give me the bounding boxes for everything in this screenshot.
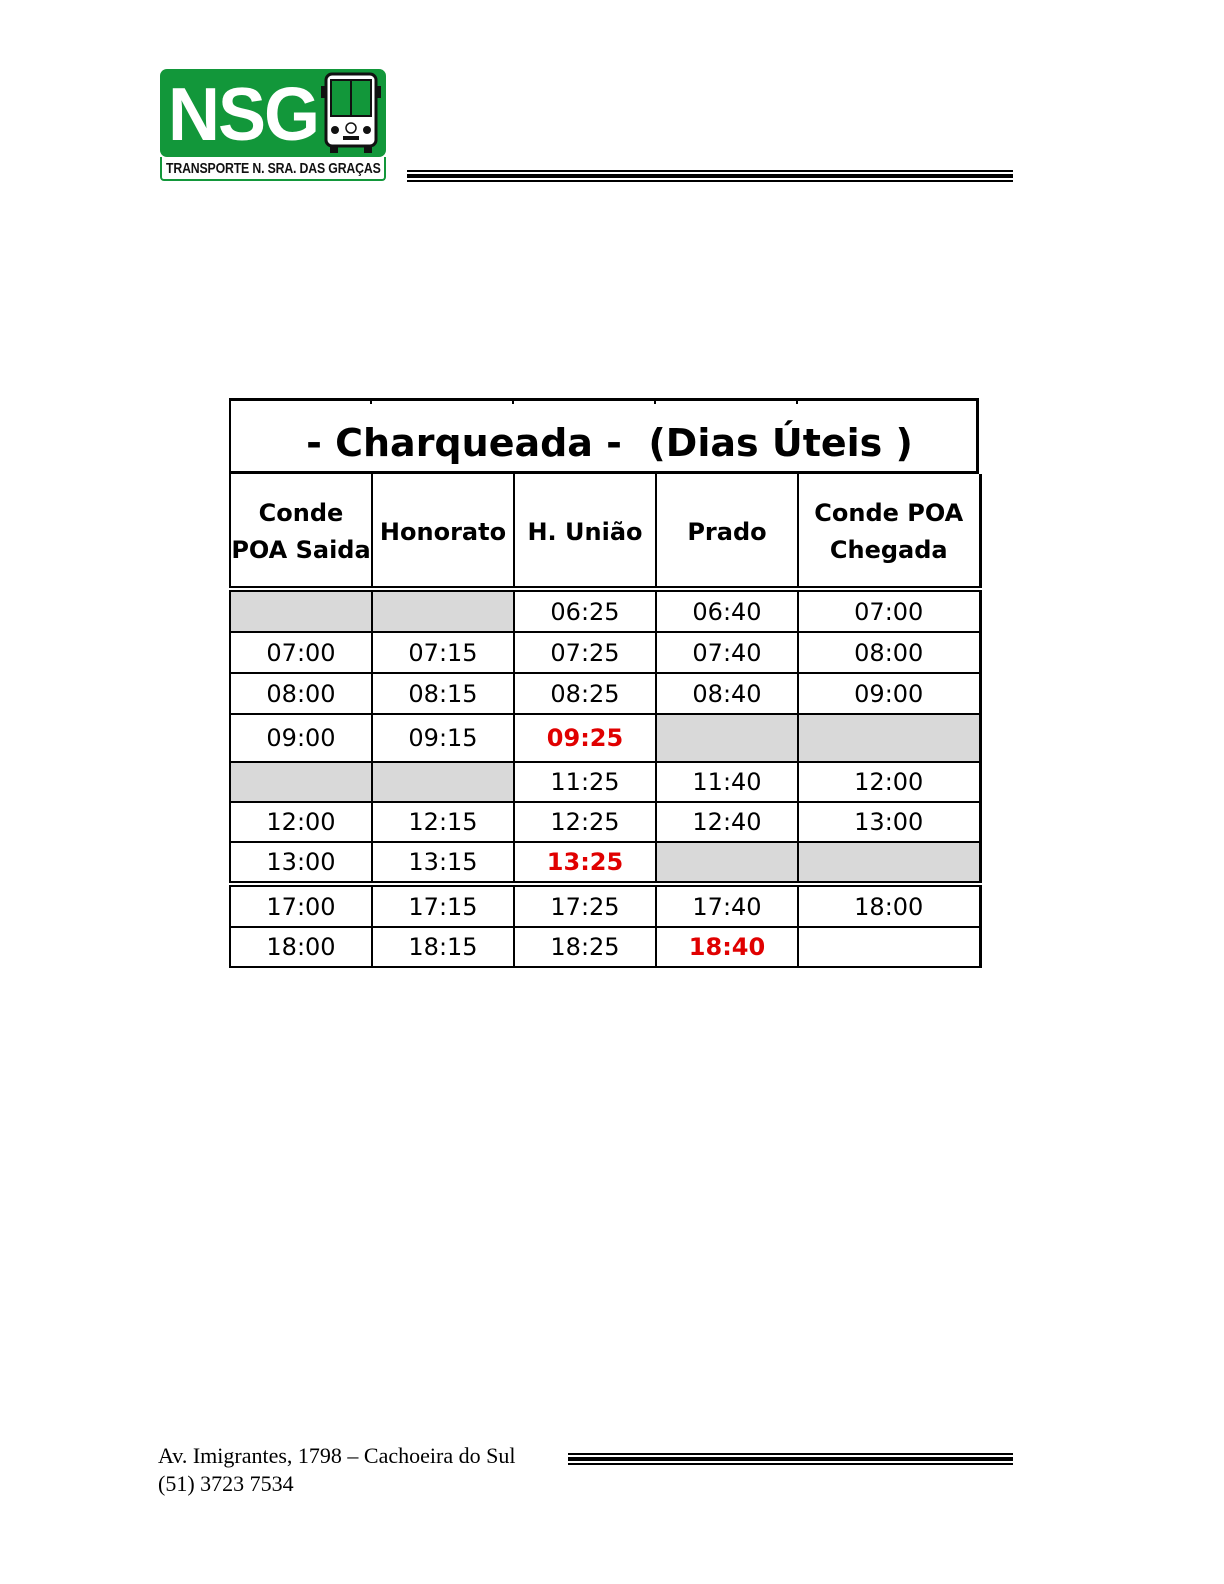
time-cell: 06:25 (514, 591, 656, 632)
time-cell: 17:40 (656, 886, 798, 927)
time-cell: 08:25 (514, 673, 656, 714)
empty-cell (798, 714, 980, 762)
time-cell: 12:40 (656, 802, 798, 842)
schedule-title-text: - Charqueada - (Dias Úteis ) (306, 421, 913, 465)
empty-cell (656, 714, 798, 762)
schedule-grid (229, 474, 982, 968)
time-cell: 11:40 (656, 762, 798, 802)
schedule-row (230, 842, 980, 882)
schedule-title (229, 398, 979, 474)
empty-cell (372, 591, 514, 632)
empty-cell (798, 842, 980, 882)
schedule-row (230, 762, 980, 802)
time-cell: 18:25 (514, 927, 656, 967)
time-cell: 13:15 (372, 842, 514, 882)
time-cell: 07:15 (372, 632, 514, 673)
time-cell: 08:00 (230, 673, 372, 714)
header-cell: Prado (656, 474, 798, 587)
logo-tagline: TRANSPORTE N. SRA. DAS GRAÇAS (166, 160, 381, 177)
schedule-row (230, 714, 980, 762)
footer-phone: (51) 3723 7534 (158, 1471, 294, 1496)
time-cell: 17:15 (372, 886, 514, 927)
header-rule (407, 170, 1013, 182)
time-cell: 06:40 (656, 591, 798, 632)
schedule-row (230, 802, 980, 842)
time-cell: 08:40 (656, 673, 798, 714)
time-cell: 18:40 (656, 927, 798, 967)
time-cell: 07:25 (514, 632, 656, 673)
header-cell: H. União (514, 474, 656, 587)
empty-cell (230, 591, 372, 632)
time-cell: 07:00 (230, 632, 372, 673)
time-cell: 12:00 (798, 762, 980, 802)
time-cell: 13:00 (230, 842, 372, 882)
time-cell: 09:00 (230, 714, 372, 762)
time-cell: 12:15 (372, 802, 514, 842)
time-cell: 11:25 (514, 762, 656, 802)
time-cell: 18:00 (230, 927, 372, 967)
footer-rule (568, 1453, 1013, 1465)
schedule-row (230, 591, 980, 632)
time-cell: 13:00 (798, 802, 980, 842)
schedule-table (229, 398, 979, 968)
schedule-row (230, 886, 980, 927)
time-cell: 18:15 (372, 927, 514, 967)
empty-cell (230, 762, 372, 802)
logo-brand-text: NSG (168, 72, 319, 157)
header-cell: Honorato (372, 474, 514, 587)
time-cell (798, 927, 980, 967)
header-cell: Conde POA Saida (230, 474, 372, 587)
empty-cell (372, 762, 514, 802)
schedule-row (230, 632, 980, 673)
time-cell: 07:00 (798, 591, 980, 632)
company-logo (160, 69, 386, 185)
time-cell: 12:25 (514, 802, 656, 842)
time-cell: 08:15 (372, 673, 514, 714)
time-cell: 09:15 (372, 714, 514, 762)
time-cell: 17:25 (514, 886, 656, 927)
footer (158, 1442, 515, 1498)
time-cell: 12:00 (230, 802, 372, 842)
time-cell: 09:25 (514, 714, 656, 762)
time-cell: 09:00 (798, 673, 980, 714)
schedule-row (230, 673, 980, 714)
header-cell: Conde POA Chegada (798, 474, 980, 587)
time-cell: 07:40 (656, 632, 798, 673)
time-cell: 08:00 (798, 632, 980, 673)
empty-cell (656, 842, 798, 882)
time-cell: 18:00 (798, 886, 980, 927)
bus-icon (321, 72, 381, 154)
time-cell: 13:25 (514, 842, 656, 882)
time-cell: 17:00 (230, 886, 372, 927)
schedule-row (230, 927, 980, 967)
header-row (230, 474, 980, 587)
footer-address: Av. Imigrantes, 1798 – Cachoeira do Sul (158, 1443, 516, 1468)
